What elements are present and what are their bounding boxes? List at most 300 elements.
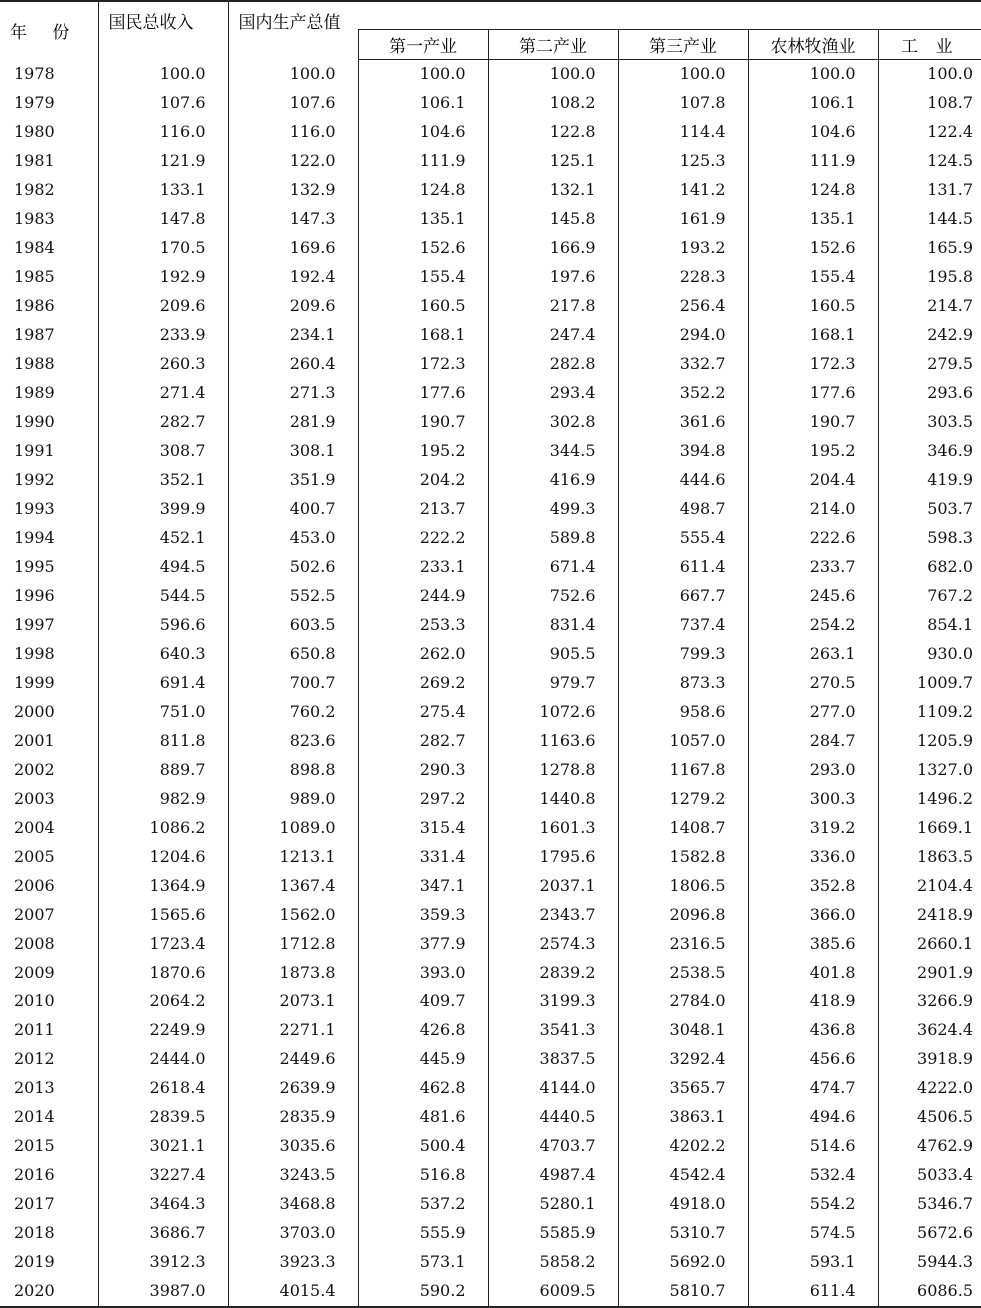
cell-value: 3565.7 (618, 1074, 748, 1103)
cell-value: 254.2 (748, 610, 878, 639)
cell-value: 352.1 (98, 466, 228, 495)
cell-value: 598.3 (878, 524, 981, 553)
cell-value: 141.2 (618, 176, 748, 205)
cell-value: 854.1 (878, 610, 981, 639)
cell-value: 752.6 (488, 581, 618, 610)
cell-value: 462.8 (358, 1074, 488, 1103)
cell-value: 260.4 (228, 350, 358, 379)
cell-value: 253.3 (358, 610, 488, 639)
cell-value: 2839.2 (488, 958, 618, 987)
cell-value: 147.8 (98, 205, 228, 234)
cell-value: 419.9 (878, 466, 981, 495)
table-row (0, 147, 981, 176)
cell-value: 930.0 (878, 639, 981, 668)
table-row (0, 958, 981, 987)
row-year: 2006 (14, 875, 55, 895)
cell-value: 1496.2 (878, 784, 981, 813)
cell-value: 1565.6 (98, 900, 228, 929)
cell-value: 352.2 (618, 379, 748, 408)
cell-value: 532.4 (748, 1161, 878, 1190)
cell-value: 1367.4 (228, 871, 358, 900)
cell-value: 1279.2 (618, 784, 748, 813)
cell-value: 394.8 (618, 437, 748, 466)
cell-value: 132.1 (488, 176, 618, 205)
cell-value: 214.7 (878, 292, 981, 321)
cell-value: 190.7 (748, 408, 878, 437)
table-row (0, 581, 981, 610)
cell-value: 873.3 (618, 668, 748, 697)
cell-value: 195.2 (358, 437, 488, 466)
cell-value: 799.3 (618, 639, 748, 668)
header-primary: 第一产业 (358, 30, 488, 60)
cell-value: 823.6 (228, 726, 358, 755)
table-row (0, 1248, 981, 1277)
cell-value: 905.5 (488, 639, 618, 668)
row-year: 1997 (14, 614, 55, 634)
cell-value: 331.4 (358, 842, 488, 871)
cell-value: 4506.5 (878, 1103, 981, 1132)
cell-value: 233.1 (358, 552, 488, 581)
cell-value: 193.2 (618, 234, 748, 263)
cell-value: 393.0 (358, 958, 488, 987)
table-row (0, 60, 981, 89)
cell-value: 124.5 (878, 147, 981, 176)
table-row (0, 871, 981, 900)
cell-value: 1863.5 (878, 842, 981, 871)
row-year: 1988 (14, 354, 55, 374)
cell-value: 100.0 (748, 60, 878, 89)
cell-value: 1167.8 (618, 755, 748, 784)
cell-value: 114.4 (618, 118, 748, 147)
cell-value: 125.1 (488, 147, 618, 176)
table-row (0, 205, 981, 234)
table-row (0, 350, 981, 379)
cell-value: 332.7 (618, 350, 748, 379)
table-row (0, 234, 981, 263)
cell-value: 1204.6 (98, 842, 228, 871)
table-row (0, 408, 981, 437)
cell-value: 282.8 (488, 350, 618, 379)
cell-value: 107.8 (618, 89, 748, 118)
cell-value: 979.7 (488, 668, 618, 697)
cell-value: 3227.4 (98, 1161, 228, 1190)
cell-value: 166.9 (488, 234, 618, 263)
cell-value: 100.0 (228, 60, 358, 89)
cell-value: 737.4 (618, 610, 748, 639)
cell-value: 106.1 (358, 89, 488, 118)
cell-value: 177.6 (358, 379, 488, 408)
row-year: 2005 (14, 846, 55, 866)
row-year: 1979 (14, 93, 55, 113)
table-row (0, 552, 981, 581)
table-row (0, 784, 981, 813)
cell-value: 197.6 (488, 263, 618, 292)
cell-value: 3035.6 (228, 1132, 358, 1161)
cell-value: 3266.9 (878, 987, 981, 1016)
cell-value: 147.3 (228, 205, 358, 234)
cell-value: 122.0 (228, 147, 358, 176)
cell-value: 4202.2 (618, 1132, 748, 1161)
cell-value: 233.7 (748, 552, 878, 581)
cell-value: 4918.0 (618, 1190, 748, 1219)
cell-value: 132.9 (228, 176, 358, 205)
cell-value: 308.7 (98, 437, 228, 466)
row-year: 2013 (14, 1078, 55, 1098)
cell-value: 494.5 (98, 552, 228, 581)
cell-value: 499.3 (488, 495, 618, 524)
cell-value: 494.6 (748, 1103, 878, 1132)
cell-value: 1795.6 (488, 842, 618, 871)
cell-value: 242.9 (878, 321, 981, 350)
cell-value: 611.4 (618, 552, 748, 581)
cell-value: 300.3 (748, 784, 878, 813)
cell-value: 262.0 (358, 639, 488, 668)
header-tertiary: 第三产业 (618, 30, 748, 60)
cell-value: 170.5 (98, 234, 228, 263)
row-year: 1982 (14, 180, 55, 200)
cell-value: 1669.1 (878, 813, 981, 842)
row-year: 1986 (14, 296, 55, 316)
cell-value: 172.3 (748, 350, 878, 379)
cell-value: 1562.0 (228, 900, 358, 929)
cell-value: 260.3 (98, 350, 228, 379)
cell-value: 1072.6 (488, 697, 618, 726)
cell-value: 161.9 (618, 205, 748, 234)
table-row (0, 668, 981, 697)
cell-value: 245.6 (748, 581, 878, 610)
cell-value: 691.4 (98, 668, 228, 697)
table-row (0, 495, 981, 524)
cell-value: 751.0 (98, 697, 228, 726)
cell-value: 1723.4 (98, 929, 228, 958)
cell-value: 590.2 (358, 1277, 488, 1307)
cell-value: 209.6 (98, 292, 228, 321)
cell-value: 537.2 (358, 1190, 488, 1219)
cell-value: 361.6 (618, 408, 748, 437)
cell-value: 4144.0 (488, 1074, 618, 1103)
cell-value: 1086.2 (98, 813, 228, 842)
cell-value: 169.6 (228, 234, 358, 263)
row-year: 1983 (14, 209, 55, 229)
cell-value: 3863.1 (618, 1103, 748, 1132)
cell-value: 1163.6 (488, 726, 618, 755)
cell-value: 603.5 (228, 610, 358, 639)
cell-value: 2064.2 (98, 987, 228, 1016)
cell-value: 416.9 (488, 466, 618, 495)
cell-value: 554.2 (748, 1190, 878, 1219)
cell-value: 133.1 (98, 176, 228, 205)
table-row (0, 697, 981, 726)
cell-value: 116.0 (98, 118, 228, 147)
table-row (0, 292, 981, 321)
cell-value: 889.7 (98, 755, 228, 784)
table-row (0, 118, 981, 147)
cell-value: 3468.8 (228, 1190, 358, 1219)
table-body (0, 60, 981, 1307)
cell-value: 111.9 (358, 147, 488, 176)
row-year: 2001 (14, 730, 55, 750)
cell-value: 516.8 (358, 1161, 488, 1190)
cell-value: 2618.4 (98, 1074, 228, 1103)
cell-value: 544.5 (98, 581, 228, 610)
cell-value: 122.4 (878, 118, 981, 147)
cell-value: 555.9 (358, 1219, 488, 1248)
cell-value: 3912.3 (98, 1248, 228, 1277)
cell-value: 1873.8 (228, 958, 358, 987)
cell-value: 593.1 (748, 1248, 878, 1277)
cell-value: 282.7 (358, 726, 488, 755)
cell-value: 308.1 (228, 437, 358, 466)
cell-value: 125.3 (618, 147, 748, 176)
cell-value: 555.4 (618, 524, 748, 553)
cell-value: 650.8 (228, 639, 358, 668)
cell-value: 145.8 (488, 205, 618, 234)
cell-value: 452.1 (98, 524, 228, 553)
cell-value: 573.1 (358, 1248, 488, 1277)
cell-value: 152.6 (748, 234, 878, 263)
cell-value: 100.0 (488, 60, 618, 89)
cell-value: 1582.8 (618, 842, 748, 871)
cell-value: 144.5 (878, 205, 981, 234)
cell-value: 351.9 (228, 466, 358, 495)
table-row (0, 89, 981, 118)
cell-value: 481.6 (358, 1103, 488, 1132)
row-year: 1987 (14, 325, 55, 345)
cell-value: 131.7 (878, 176, 981, 205)
row-year: 1999 (14, 672, 55, 692)
cell-value: 1712.8 (228, 929, 358, 958)
cell-value: 228.3 (618, 263, 748, 292)
row-year: 2015 (14, 1136, 55, 1156)
row-year: 2020 (0, 1277, 98, 1307)
row-year: 2009 (14, 962, 55, 982)
row-year: 2017 (14, 1194, 55, 1214)
cell-value: 344.5 (488, 437, 618, 466)
cell-value: 5672.6 (878, 1219, 981, 1248)
cell-value: 4703.7 (488, 1132, 618, 1161)
cell-value: 107.6 (228, 89, 358, 118)
table-row (0, 842, 981, 871)
row-year: 2016 (14, 1165, 55, 1185)
cell-value: 195.2 (748, 437, 878, 466)
row-year: 1994 (14, 527, 55, 547)
table-row (0, 1132, 981, 1161)
cell-value: 409.7 (358, 987, 488, 1016)
row-year: 2008 (14, 933, 55, 953)
cell-value: 172.3 (358, 350, 488, 379)
cell-value: 346.9 (878, 437, 981, 466)
cell-value: 168.1 (358, 321, 488, 350)
cell-value: 2660.1 (878, 929, 981, 958)
cell-value: 3048.1 (618, 1016, 748, 1045)
cell-value: 574.5 (748, 1219, 878, 1248)
cell-value: 3624.4 (878, 1016, 981, 1045)
table-row (0, 176, 981, 205)
row-year: 2000 (14, 701, 55, 721)
cell-value: 168.1 (748, 321, 878, 350)
cell-value: 214.0 (748, 495, 878, 524)
table-row (0, 1074, 981, 1103)
row-year: 2019 (14, 1252, 55, 1272)
cell-value: 6086.5 (878, 1277, 981, 1307)
cell-value: 958.6 (618, 697, 748, 726)
cell-value: 640.3 (98, 639, 228, 668)
cell-value: 271.4 (98, 379, 228, 408)
row-year: 2003 (14, 788, 55, 808)
cell-value: 400.7 (228, 495, 358, 524)
cell-value: 1109.2 (878, 697, 981, 726)
cell-value: 436.8 (748, 1016, 878, 1045)
row-year: 1996 (14, 585, 55, 605)
cell-value: 247.4 (488, 321, 618, 350)
cell-value: 811.8 (98, 726, 228, 755)
cell-value: 2418.9 (878, 900, 981, 929)
cell-value: 456.6 (748, 1045, 878, 1074)
cell-value: 1213.1 (228, 842, 358, 871)
cell-value: 294.0 (618, 321, 748, 350)
row-year: 2007 (14, 904, 55, 924)
cell-value: 2104.4 (878, 871, 981, 900)
cell-value: 667.7 (618, 581, 748, 610)
cell-value: 233.9 (98, 321, 228, 350)
cell-value: 263.1 (748, 639, 878, 668)
cell-value: 190.7 (358, 408, 488, 437)
cell-value: 377.9 (358, 929, 488, 958)
cell-value: 5692.0 (618, 1248, 748, 1277)
cell-value: 222.6 (748, 524, 878, 553)
cell-value: 2271.1 (228, 1016, 358, 1045)
cell-value: 160.5 (748, 292, 878, 321)
cell-value: 401.8 (748, 958, 878, 987)
cell-value: 4987.4 (488, 1161, 618, 1190)
cell-value: 100.0 (618, 60, 748, 89)
cell-value: 514.6 (748, 1132, 878, 1161)
cell-value: 204.2 (358, 466, 488, 495)
cell-value: 347.1 (358, 871, 488, 900)
cell-value: 5310.7 (618, 1219, 748, 1248)
cell-value: 682.0 (878, 552, 981, 581)
cell-value: 596.6 (98, 610, 228, 639)
cell-value: 106.1 (748, 89, 878, 118)
cell-value: 256.4 (618, 292, 748, 321)
cell-value: 898.8 (228, 755, 358, 784)
cell-value: 502.6 (228, 552, 358, 581)
cell-value: 192.4 (228, 263, 358, 292)
row-year: 2010 (14, 991, 55, 1011)
cell-value: 293.4 (488, 379, 618, 408)
cell-value: 3923.3 (228, 1248, 358, 1277)
cell-value: 336.0 (748, 842, 878, 871)
cell-value: 2839.5 (98, 1103, 228, 1132)
row-year: 1981 (14, 151, 55, 171)
table-row (0, 1016, 981, 1045)
cell-value: 315.4 (358, 813, 488, 842)
table-row (0, 813, 981, 842)
table-row (0, 321, 981, 350)
cell-value: 284.7 (748, 726, 878, 755)
cell-value: 213.7 (358, 495, 488, 524)
cell-value: 135.1 (358, 205, 488, 234)
cell-value: 209.6 (228, 292, 358, 321)
table-row (0, 755, 981, 784)
cell-value: 4440.5 (488, 1103, 618, 1132)
cell-value: 108.2 (488, 89, 618, 118)
row-year: 2011 (14, 1020, 55, 1040)
cell-value: 2835.9 (228, 1103, 358, 1132)
cell-value: 453.0 (228, 524, 358, 553)
cell-value: 5280.1 (488, 1190, 618, 1219)
cell-value: 366.0 (748, 900, 878, 929)
row-year: 1998 (14, 643, 55, 663)
cell-value: 2538.5 (618, 958, 748, 987)
cell-value: 498.7 (618, 495, 748, 524)
row-year: 2004 (14, 817, 55, 837)
cell-value: 3686.7 (98, 1219, 228, 1248)
table-row (0, 929, 981, 958)
cell-value: 108.7 (878, 89, 981, 118)
cell-value: 107.6 (98, 89, 228, 118)
table-row (0, 437, 981, 466)
row-year: 1980 (14, 122, 55, 142)
cell-value: 1278.8 (488, 755, 618, 784)
cell-value: 831.4 (488, 610, 618, 639)
cell-value: 444.6 (618, 466, 748, 495)
cell-value: 122.8 (488, 118, 618, 147)
cell-value: 4762.9 (878, 1132, 981, 1161)
cell-value: 6009.5 (488, 1277, 618, 1307)
cell-value: 445.9 (358, 1045, 488, 1074)
table-header (0, 1, 981, 60)
cell-value: 1205.9 (878, 726, 981, 755)
table-row (0, 900, 981, 929)
cell-value: 319.2 (748, 813, 878, 842)
table-row (0, 1219, 981, 1248)
cell-value: 5346.7 (878, 1190, 981, 1219)
cell-value: 222.2 (358, 524, 488, 553)
row-year: 1978 (14, 64, 55, 84)
cell-value: 121.9 (98, 147, 228, 176)
cell-value: 3199.3 (488, 987, 618, 1016)
cell-value: 385.6 (748, 929, 878, 958)
cell-value: 100.0 (98, 60, 228, 89)
cell-value: 3703.0 (228, 1219, 358, 1248)
cell-value: 2316.5 (618, 929, 748, 958)
row-year: 2012 (14, 1049, 55, 1069)
cell-value: 192.9 (98, 263, 228, 292)
cell-value: 5585.9 (488, 1219, 618, 1248)
cell-value: 234.1 (228, 321, 358, 350)
header-industry: 工 业 (878, 30, 981, 60)
cell-value: 2096.8 (618, 900, 748, 929)
cell-value: 279.5 (878, 350, 981, 379)
row-year: 1984 (14, 238, 55, 258)
cell-value: 104.6 (358, 118, 488, 147)
cell-value: 3292.4 (618, 1045, 748, 1074)
cell-value: 2901.9 (878, 958, 981, 987)
cell-value: 290.3 (358, 755, 488, 784)
header-year: 年 份 (10, 23, 80, 44)
cell-value: 244.9 (358, 581, 488, 610)
cell-value: 303.5 (878, 408, 981, 437)
cell-value: 474.7 (748, 1074, 878, 1103)
cell-value: 270.5 (748, 668, 878, 697)
cell-value: 2784.0 (618, 987, 748, 1016)
table-row (0, 379, 981, 408)
cell-value: 3464.3 (98, 1190, 228, 1219)
cell-value: 100.0 (878, 60, 981, 89)
cell-value: 552.5 (228, 581, 358, 610)
cell-value: 1089.0 (228, 813, 358, 842)
